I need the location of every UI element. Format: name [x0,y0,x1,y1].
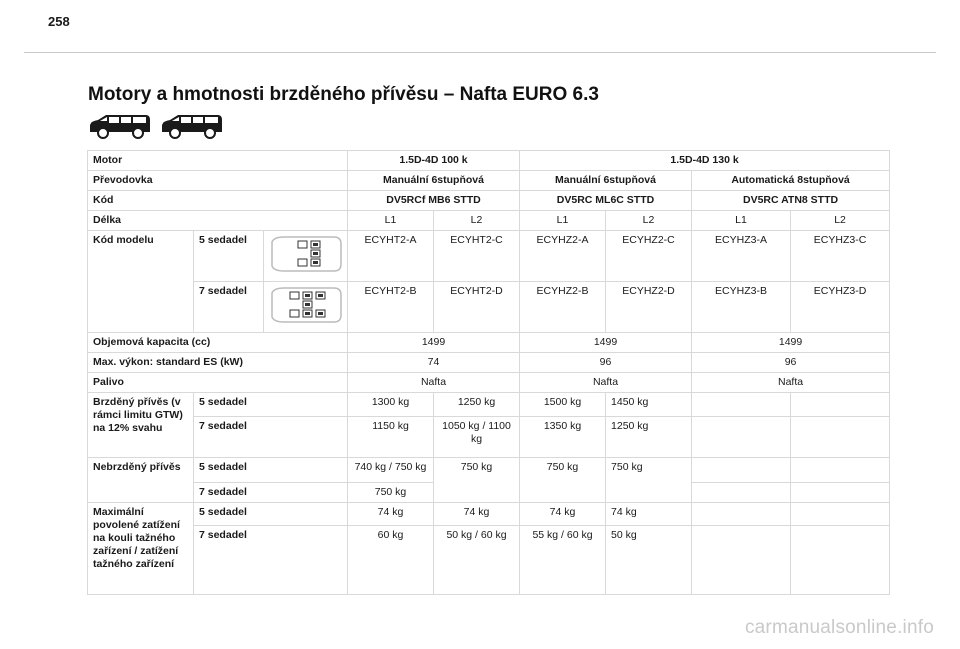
table-row [88,151,890,171]
table-row [88,231,890,282]
fuel-2: Nafta [520,373,692,393]
towball-cell: 50 kg / 60 kg [434,526,520,595]
seat-layout-cell [264,231,348,282]
empty-cell [692,393,791,417]
braked-cell: 1500 kg [520,393,606,417]
model-code-cell: ECYHZ2-D [606,282,692,333]
power-1: 74 [348,353,520,373]
table-row [88,211,890,231]
row-label-braked: Brzděný přívěs (v rámci limitu GTW) na 12% svahu [88,393,194,458]
row-label-fuel: Palivo [88,373,348,393]
model-code-cell: ECYHT2-B [348,282,434,333]
model-code-cell: ECYHZ2-A [520,231,606,282]
row-label-code: Kód [88,191,348,211]
length-cell: L1 [520,211,606,231]
unbraked-cell: 750 kg [520,458,606,503]
van-icon [88,113,152,139]
page-title: Motory a hmotnosti brzděného přívěsu – Nafta EURO 6.3 [88,84,599,105]
engine-130: 1.5D-4D 130 k [520,151,890,171]
van-icon [160,113,224,139]
code-3: DV5RC ATN8 STTD [692,191,890,211]
vehicle-icons [88,113,224,139]
capacity-2: 1499 [520,333,692,353]
table-row [88,417,890,458]
empty-cell [791,458,890,483]
seats-5-label: 5 sedadel [194,393,348,417]
braked-cell: 1150 kg [348,417,434,458]
empty-cell [791,526,890,595]
braked-cell: 1050 kg / 1100 kg [434,417,520,458]
gearbox-3: Automatická 8stupňová [692,171,890,191]
model-code-cell: ECYHZ3-B [692,282,791,333]
seats-7-label: 7 sedadel [194,526,348,595]
seat-layout-cell [264,282,348,333]
length-cell: L2 [791,211,890,231]
model-code-cell: ECYHZ3-D [791,282,890,333]
power-2: 96 [520,353,692,373]
table-row [88,373,890,393]
braked-cell: 1250 kg [606,417,692,458]
seats-5-label: 5 sedadel [194,231,264,282]
capacity-1: 1499 [348,333,520,353]
power-3: 96 [692,353,890,373]
code-2: DV5RC ML6C STTD [520,191,692,211]
unbraked-cell: 750 kg [348,483,434,503]
model-code-cell: ECYHT2-D [434,282,520,333]
towball-cell: 50 kg [606,526,692,595]
seats-5-label: 5 sedadel [194,503,348,526]
row-label-model-code: Kód modelu [88,231,194,333]
model-code-cell: ECYHZ3-C [791,231,890,282]
table-row [88,503,890,526]
page-number: 258 [48,14,70,29]
empty-cell [692,503,791,526]
unbraked-cell: 750 kg [606,458,692,503]
row-label-gearbox: Převodovka [88,171,348,191]
empty-cell [692,483,791,503]
table-row [88,526,890,595]
towball-cell: 74 kg [606,503,692,526]
table-row [88,458,890,483]
seats-5-label: 5 sedadel [194,458,348,483]
engine-spec-table [87,150,890,595]
empty-cell [791,417,890,458]
unbraked-cell: 750 kg [434,458,520,503]
empty-cell [791,503,890,526]
braked-cell: 1350 kg [520,417,606,458]
braked-cell: 1250 kg [434,393,520,417]
code-1: DV5RCf MB6 STTD [348,191,520,211]
gearbox-2: Manuální 6stupňová [520,171,692,191]
seats-7-label: 7 sedadel [194,417,348,458]
fuel-1: Nafta [348,373,520,393]
model-code-cell: ECYHT2-C [434,231,520,282]
seats-7-label: 7 sedadel [194,282,264,333]
braked-cell: 1300 kg [348,393,434,417]
empty-cell [692,526,791,595]
fuel-3: Nafta [692,373,890,393]
unbraked-cell: 740 kg / 750 kg [348,458,434,483]
row-label-length: Délka [88,211,348,231]
table-row [88,191,890,211]
table-row [88,282,890,333]
length-cell: L1 [692,211,791,231]
table-row [88,171,890,191]
row-label-capacity: Objemová kapacita (cc) [88,333,348,353]
table-row [88,353,890,373]
capacity-3: 1499 [692,333,890,353]
row-label-towball: Maximální povolené zatížení na kouli tažného zařízení / zatížení tažného zařízení [88,503,194,595]
towball-cell: 74 kg [520,503,606,526]
length-cell: L1 [348,211,434,231]
towball-cell: 74 kg [348,503,434,526]
gearbox-1: Manuální 6stupňová [348,171,520,191]
row-label-unbraked: Nebrzděný přívěs [88,458,194,503]
engine-100: 1.5D-4D 100 k [348,151,520,171]
seats-7-label: 7 sedadel [194,483,348,503]
watermark: carmanualsonline.info [744,617,934,638]
braked-cell: 1450 kg [606,393,692,417]
empty-cell [791,393,890,417]
empty-cell [692,458,791,483]
towball-cell: 55 kg / 60 kg [520,526,606,595]
row-label-power: Max. výkon: standard ES (kW) [88,353,348,373]
model-code-cell: ECYHZ2-C [606,231,692,282]
empty-cell [692,417,791,458]
table-row [88,333,890,353]
length-cell: L2 [434,211,520,231]
length-cell: L2 [606,211,692,231]
empty-cell [791,483,890,503]
table-row [88,393,890,417]
seat-layout-5-icon [266,234,344,274]
model-code-cell: ECYHZ3-A [692,231,791,282]
row-label-motor: Motor [88,151,348,171]
seat-layout-7-icon [266,285,344,325]
model-code-cell: ECYHT2-A [348,231,434,282]
towball-cell: 74 kg [434,503,520,526]
model-code-cell: ECYHZ2-B [520,282,606,333]
towball-cell: 60 kg [348,526,434,595]
header-divider [24,52,936,53]
